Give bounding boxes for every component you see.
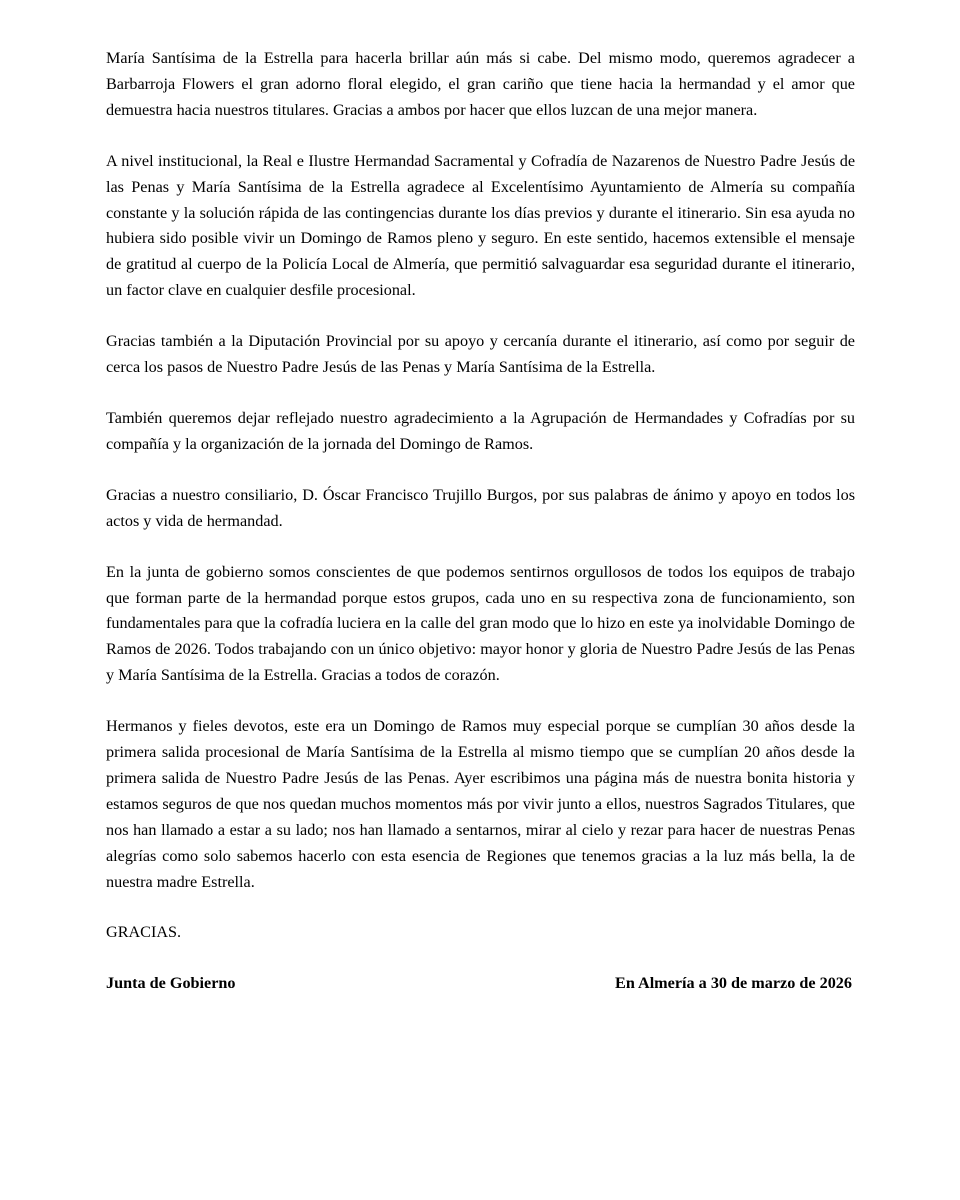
paragraph-junta-gobierno: En la junta de gobierno somos conscientes de que podemos sentirnos orgullosos de todos los equipos de trabajo que forman parte de la hermandad porque estos grupos, cada uno en su respectiva zona de funcionamiento, son fundamentales para que la cofradía luciera en la calle del gran modo que lo hizo en este ya inolvidable Domingo de Ramos de 2026. Todos trabajando con un único objetivo: mayor honor y gloria de Nuestro Padre Jesús de las Penas y María Santísima de la Estrella. Gracias a todos de corazón. [106,562,855,685]
paragraph-institutional-thanks: A nivel institucional, la Real e Ilustre Hermandad Sacramental y Cofradía de Nazarenos de Nuestro Padre Jesús de las Penas y María Santísima de la Estrella agradece al Excelentísimo Ayuntamiento de Almería su compañía constante y la solución rápida de las contingencias durante los días previos y durante el itinerario. Sin esa ayuda no hubiera sido posible vivir un Domingo de Ramos pleno y seguro. En este sentido, hacemos extensible el mensaje de gratitud al cuerpo de la Policía Local de Almería, que permitió salvaguardar esa seguridad durante el itinerario, un factor clave en cualquier desfile procesional. [106,151,855,300]
signature-junta: Junta de Gobierno [106,974,236,993]
paragraph-estrella-flowers: María Santísima de la Estrella para hacerla brillar aún más si cabe. Del mismo modo, queremos agradecer a Barbarroja Flowers el gran adorno floral elegido, el gran cariño que tiene hacia la hermandad y el amor que demuestra hacia nuestros titulares. Gracias a ambos por hacer que ellos luzcan de una mejor manera. [106,49,855,119]
signature-line [106,971,855,997]
signature-date-place: En Almería a 30 de marzo de 2026 [615,974,852,993]
paragraph-consiliario: Gracias a nuestro consiliario, D. Óscar Francisco Trujillo Burgos, por sus palabras de ánimo y apoyo en todos los actos y vida de hermandad. [106,485,855,530]
closing-gracias: GRACIAS. [106,923,182,942]
paragraph-hermanos-devotos: Hermanos y fieles devotos, este era un Domingo de Ramos muy especial porque se cumplían 30 años desde la primera salida procesional de María Santísima de la Estrella al mismo tiempo que se cumplían 20 años desde la primera salida de Nuestro Padre Jesús de las Penas. Ayer escribimos una página más de nuestra bonita historia y estamos seguros de que nos quedan muchos momentos más por vivir junto a ellos, nuestros Sagrados Titulares, que nos han llamado a estar a su lado; nos han llamado a sentarnos, mirar al cielo y rezar para hacer de nuestras Penas alegrías como solo sabemos hacerlo con esta esencia de Regiones que tenemos gracias a la luz más bella, la de nuestra madre Estrella. [106,717,855,891]
paragraph-diputacion: Gracias también a la Diputación Provincial por su apoyo y cercanía durante el itinerario, así como por seguir de cerca los pasos de Nuestro Padre Jesús de las Penas y María Santísima de la Estrella. [106,332,855,377]
document-page [106,46,855,997]
paragraph-agrupacion: También queremos dejar reflejado nuestro agradecimiento a la Agrupación de Hermandades y Cofradías por su compañía y la organización de la jornada del Domingo de Ramos. [106,408,855,453]
